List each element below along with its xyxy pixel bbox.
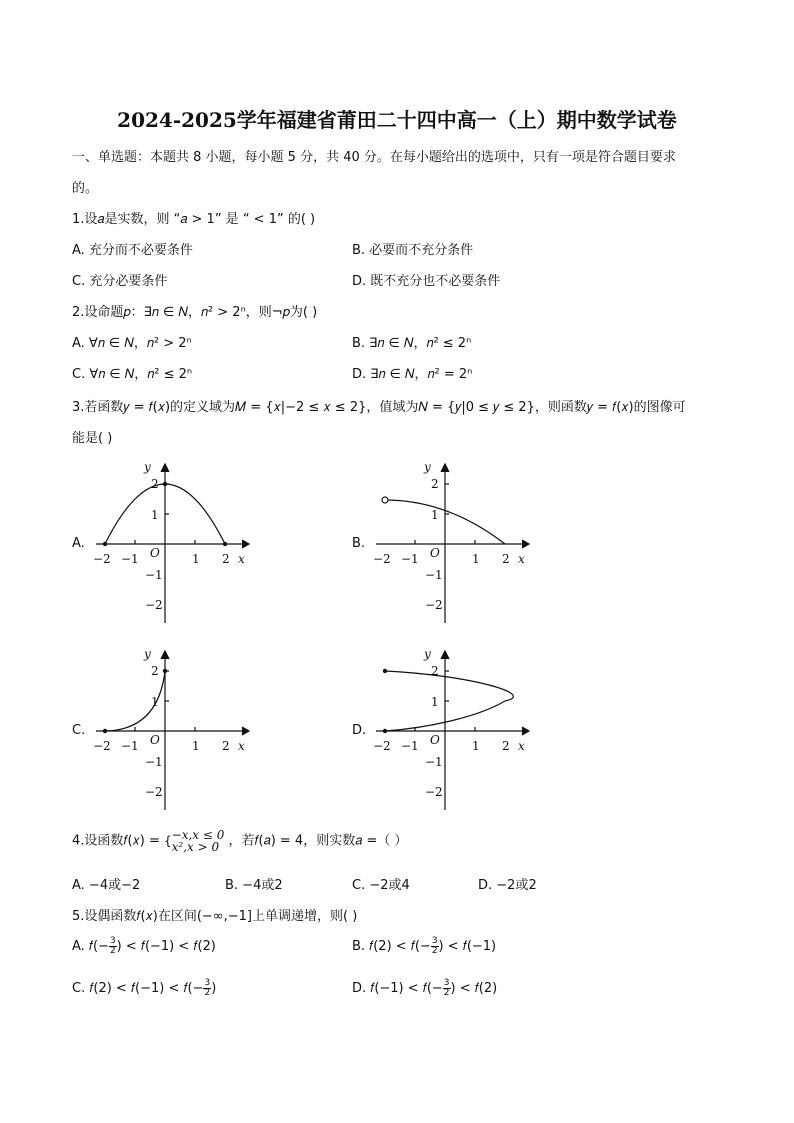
ytick: 2: [151, 664, 159, 678]
xtick: 2: [222, 739, 230, 753]
option-text: C. 𝑓(2) < 𝑓(−1) < 𝑓(−: [72, 981, 204, 996]
ytick: 1: [431, 695, 439, 709]
fraction-three-halves: [109, 937, 117, 956]
endpoint: [383, 729, 387, 733]
y-axis-label: y: [424, 647, 431, 661]
ytick: −2: [145, 598, 163, 612]
xtick: −1: [401, 739, 419, 753]
q1-option-a: A. 充分而不必要条件: [72, 243, 193, 258]
xtick: −2: [373, 552, 391, 566]
endpoint: [103, 542, 107, 546]
open-endpoint: [382, 497, 388, 503]
origin-label: O: [150, 733, 160, 747]
xtick: 2: [222, 552, 230, 566]
q4-case-1: −𝑥,𝑥 ≤ 0: [171, 828, 225, 842]
q1-option-b: B. 必要而不充分条件: [352, 243, 474, 258]
x-axis-label: x: [238, 739, 245, 753]
y-axis-label: y: [144, 460, 151, 474]
q3-stem-cont: 能是( ): [72, 431, 113, 446]
graph-d: [368, 642, 538, 812]
frac-den: 2: [204, 988, 211, 998]
ytick: −1: [145, 568, 163, 582]
axes: [96, 651, 249, 810]
xtick: 1: [472, 552, 480, 566]
q2-option-a: A. ∀𝑛 ∈ 𝑁，𝑛² > 2ⁿ: [72, 336, 192, 351]
curve: [385, 671, 513, 731]
q4-stem-suffix: ，若𝑓(𝑎) = 4，则实数𝑎 =（ ）: [228, 833, 408, 849]
origin-label: O: [150, 546, 160, 560]
endpoint: [383, 669, 387, 673]
q1-option-d: D. 既不充分也不必要条件: [352, 274, 501, 289]
ytick: −2: [425, 785, 443, 799]
xtick: 1: [192, 552, 200, 566]
q2-option-b: B. ∃𝑛 ∈ 𝑁，𝑛² ≤ 2ⁿ: [352, 336, 472, 351]
q4-case-2: 𝑥²,𝑥 > 0: [171, 840, 220, 854]
q5-option-a: [72, 937, 216, 956]
xtick: −1: [121, 739, 139, 753]
x-axis-label: x: [518, 739, 525, 753]
ytick: 2: [431, 664, 439, 678]
y-axis-label: y: [144, 647, 151, 661]
option-text: B. 𝑓(2) < 𝑓(−: [352, 939, 431, 954]
ytick: 2: [151, 477, 159, 491]
y-axis-label: y: [424, 460, 431, 474]
xtick: 2: [502, 739, 510, 753]
x-axis-label: x: [238, 552, 245, 566]
frac-num: 3: [204, 978, 211, 988]
xtick: −2: [93, 552, 111, 566]
frac-num: 3: [431, 936, 438, 946]
q5-option-b: [352, 937, 496, 956]
x-axis-label: x: [518, 552, 525, 566]
q5-option-d: [352, 979, 497, 998]
q4-option-a: A. −4或−2: [72, 878, 141, 893]
brace: {: [164, 834, 172, 848]
q5-option-c: [72, 979, 216, 998]
option-text: ) < 𝑓(−1) < 𝑓(2): [116, 939, 216, 954]
option-text: ): [211, 981, 217, 996]
q1-option-c: C. 充分必要条件: [72, 274, 168, 289]
q4-option-d: D. −2或2: [478, 878, 537, 893]
graph-a: [88, 455, 258, 625]
q3-label-a: A.: [72, 536, 85, 551]
q1-stem: 1.设𝑎是实数，则 “𝑎 > 1” 是 “ < 1” 的( ): [72, 212, 316, 227]
q2-stem: 2.设命题𝑝：∃𝑛 ∈ 𝑁，𝑛² > 2ⁿ，则¬𝑝为( ): [72, 305, 318, 320]
graph-c: [88, 642, 258, 812]
endpoint: [163, 482, 167, 486]
endpoint: [103, 729, 107, 733]
frac-den: 2: [109, 946, 116, 956]
q3-label-b: B.: [352, 536, 366, 551]
q4-cases: [172, 829, 225, 853]
endpoint: [223, 542, 227, 546]
ytick: 1: [431, 508, 439, 522]
ytick: −1: [145, 755, 163, 769]
option-text: A. 𝑓(−: [72, 939, 109, 954]
xtick: −2: [373, 739, 391, 753]
q2-option-c: C. ∀𝑛 ∈ 𝑁，𝑛² ≤ 2ⁿ: [72, 367, 193, 382]
frac-num: 3: [109, 936, 116, 946]
section-heading-cont: 的。: [72, 181, 99, 196]
q3-label-d: D.: [352, 723, 367, 738]
frac-den: 2: [443, 988, 450, 998]
option-text: ) < 𝑓(−1): [438, 939, 497, 954]
q2-option-d: D. ∃𝑛 ∈ 𝑁，𝑛² = 2ⁿ: [352, 367, 473, 382]
q4-option-c: C. −2或4: [352, 878, 410, 893]
ytick: −2: [425, 598, 443, 612]
xtick: −1: [401, 552, 419, 566]
page-title: 2024-2025学年福建省莆田二十四中高一（上）期中数学试卷: [117, 108, 677, 132]
section-heading: 一、单选题：本题共 8 小题，每小题 5 分，共 40 分。在每小题给出的选项中，只有一项是符合题目要求: [72, 150, 676, 165]
q4-stem-prefix: 4.设函数𝑓(𝑥) =: [72, 833, 160, 849]
q4-stem: [72, 829, 407, 853]
option-text: D. 𝑓(−1) < 𝑓(−: [352, 981, 443, 996]
axes: [376, 464, 529, 623]
ytick: 1: [151, 695, 159, 709]
axes: [376, 651, 529, 810]
ytick: 2: [431, 477, 439, 491]
ytick: −2: [145, 785, 163, 799]
endpoint: [163, 669, 167, 673]
xtick: −2: [93, 739, 111, 753]
ytick: 1: [151, 508, 159, 522]
ytick: −1: [425, 755, 443, 769]
xtick: −1: [121, 552, 139, 566]
origin-label: O: [430, 546, 440, 560]
xtick: 2: [502, 552, 510, 566]
q4-option-b: B. −4或2: [225, 878, 283, 893]
option-text: ) < 𝑓(2): [450, 981, 498, 996]
xtick: 1: [192, 739, 200, 753]
fraction-three-halves: [431, 937, 439, 956]
graph-b: [368, 455, 538, 625]
frac-num: 3: [443, 978, 450, 988]
q3-stem: 3.若函数𝑦 = 𝑓(𝑥)的定义域为𝑀 = {𝑥|−2 ≤ 𝑥 ≤ 2}，值域为𝑁 = {𝑦|0 ≤ 𝑦 ≤ 2}，则函数𝑦 = 𝑓(𝑥)的图像可: [72, 400, 686, 415]
fraction-three-halves: [443, 979, 451, 998]
xtick: 1: [472, 739, 480, 753]
frac-den: 2: [431, 946, 438, 956]
q5-stem: 5.设偶函数𝑓(𝑥)在区间(−∞,−1]上单调递增，则( ): [72, 909, 358, 924]
q3-label-c: C.: [72, 723, 86, 738]
origin-label: O: [430, 733, 440, 747]
ytick: −1: [425, 568, 443, 582]
